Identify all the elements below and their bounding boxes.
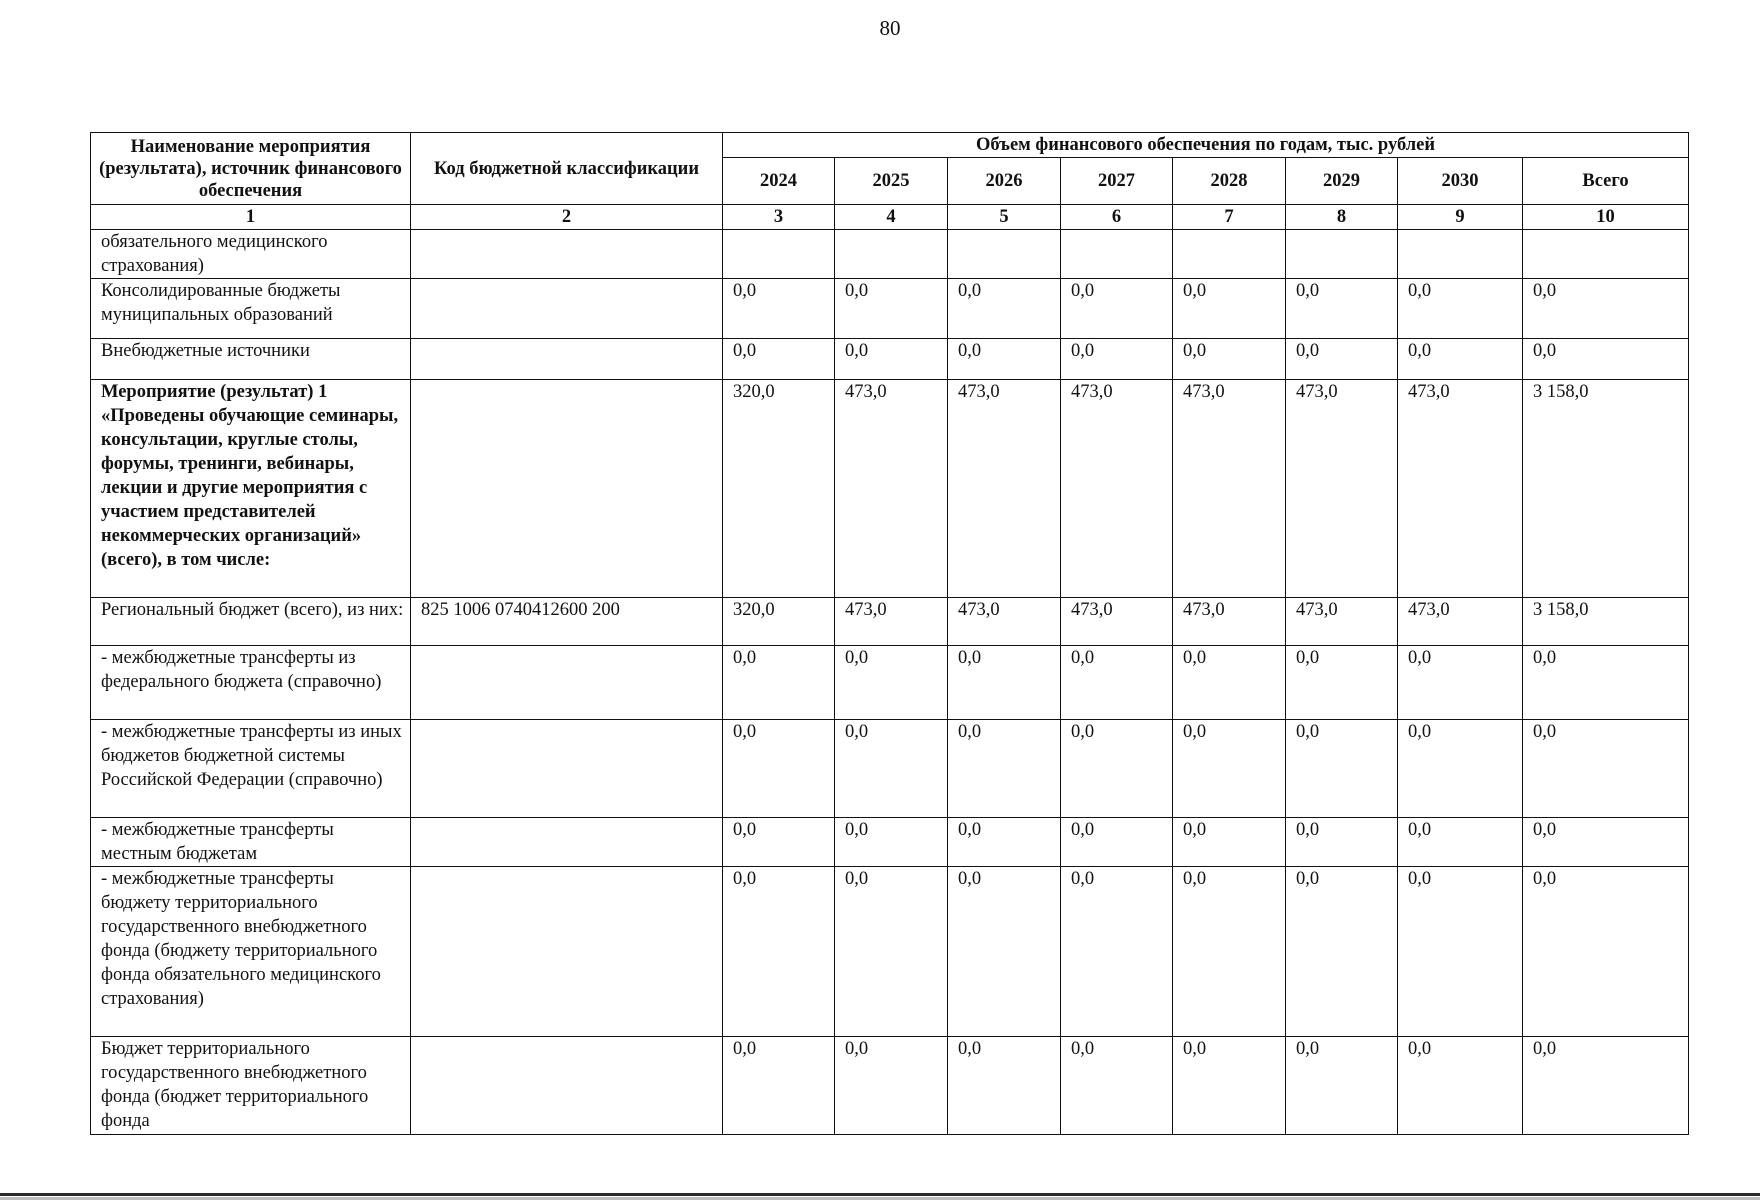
row-value: 0,0 [1061,720,1173,818]
column-number: 3 [723,205,835,230]
table-row [91,646,1689,720]
row-value: 473,0 [1398,598,1523,646]
row-value: 0,0 [1398,279,1523,339]
row-value: 0,0 [1286,646,1398,720]
row-value: 473,0 [835,380,948,598]
row-value: 0,0 [835,867,948,1037]
row-name: Консолидированные бюджеты муниципальных образований [91,279,411,339]
header-year: 2029 [1286,158,1398,205]
header-code: Код бюджетной классификации [411,133,723,205]
row-total: 3 158,0 [1523,380,1689,598]
row-value: 0,0 [1061,279,1173,339]
row-value: 0,0 [1061,646,1173,720]
row-name: - межбюджетные трансферты местным бюджетам [91,818,411,867]
row-value: 0,0 [1061,1037,1173,1135]
row-value: 320,0 [723,380,835,598]
column-number: 9 [1398,205,1523,230]
row-name: - межбюджетные трансферты из иных бюджетов бюджетной системы Российской Федерации (справочно) [91,720,411,818]
table-row [91,230,1689,279]
row-value: 0,0 [1061,339,1173,380]
row-value: 0,0 [948,279,1061,339]
row-value: 0,0 [835,1037,948,1135]
row-name: Мероприятие (результат) 1 «Проведены обучающие семинары, консультации, круглые столы, форумы, тренинги, вебинары, лекции и другие мероприятия с участием представителей некоммерческих организаций» (всего), в том числе: [91,380,411,598]
row-value: 0,0 [1286,720,1398,818]
row-value: 0,0 [1398,1037,1523,1135]
header-year: 2028 [1173,158,1286,205]
row-value: 0,0 [1286,279,1398,339]
row-total: 0,0 [1523,818,1689,867]
row-value: 0,0 [723,646,835,720]
column-number: 5 [948,205,1061,230]
row-value [1173,230,1286,279]
row-total: 0,0 [1523,867,1689,1037]
row-value [948,230,1061,279]
header-year: 2025 [835,158,948,205]
row-code: 825 1006 0740412600 200 [411,598,723,646]
table-row [91,380,1689,598]
row-value: 0,0 [723,339,835,380]
table-row [91,818,1689,867]
row-name: Бюджет территориального государственного внебюджетного фонда (бюджет территориального фонда [91,1037,411,1135]
row-value: 0,0 [1173,1037,1286,1135]
header-year: 2024 [723,158,835,205]
row-total: 3 158,0 [1523,598,1689,646]
row-value: 0,0 [835,646,948,720]
row-value: 473,0 [1398,380,1523,598]
table-body [91,230,1689,1135]
scan-edge-line [0,1193,1760,1196]
row-value: 0,0 [1398,720,1523,818]
row-value: 0,0 [835,279,948,339]
row-value: 473,0 [1286,598,1398,646]
header-year: 2026 [948,158,1061,205]
row-value: 0,0 [1286,867,1398,1037]
row-value: 0,0 [1173,339,1286,380]
row-name: Региональный бюджет (всего), из них: [91,598,411,646]
row-value: 0,0 [1398,818,1523,867]
row-value: 0,0 [1286,818,1398,867]
table-row [91,598,1689,646]
column-number: 1 [91,205,411,230]
table-row [91,1037,1689,1135]
row-total: 0,0 [1523,339,1689,380]
row-value: 0,0 [723,818,835,867]
row-value: 473,0 [1173,380,1286,598]
page-number: 80 [879,16,901,40]
row-value: 473,0 [835,598,948,646]
table-row [91,867,1689,1037]
row-value: 0,0 [835,720,948,818]
row-value: 0,0 [1398,339,1523,380]
table-header [91,133,1689,230]
row-value: 0,0 [948,818,1061,867]
table-row [91,720,1689,818]
row-name: - межбюджетные трансферты бюджету территориального государственного внебюджетного фонда (бюджету территориального фонда обязательного медицинского страхования) [91,867,411,1037]
row-value [1398,230,1523,279]
row-value: 0,0 [948,339,1061,380]
row-value: 0,0 [723,1037,835,1135]
row-value: 0,0 [835,818,948,867]
row-value [1061,230,1173,279]
row-value: 0,0 [948,1037,1061,1135]
column-number: 6 [1061,205,1173,230]
row-value: 473,0 [1173,598,1286,646]
row-total: 0,0 [1523,1037,1689,1135]
row-name: обязательного медицинского страхования) [91,230,411,279]
header-total: Всего [1523,158,1689,205]
row-code [411,230,723,279]
row-code [411,646,723,720]
row-value: 0,0 [1286,1037,1398,1135]
column-number: 7 [1173,205,1286,230]
row-name: - межбюджетные трансферты из федерального бюджета (справочно) [91,646,411,720]
row-value: 0,0 [1061,818,1173,867]
row-value: 0,0 [1398,867,1523,1037]
row-total: 0,0 [1523,646,1689,720]
row-value: 0,0 [1061,867,1173,1037]
row-value: 0,0 [1173,646,1286,720]
row-value [1286,230,1398,279]
row-value: 0,0 [723,867,835,1037]
header-year: 2030 [1398,158,1523,205]
row-value: 0,0 [723,279,835,339]
row-code [411,339,723,380]
row-value: 473,0 [1286,380,1398,598]
row-total: 0,0 [1523,720,1689,818]
row-value: 0,0 [948,646,1061,720]
row-name: Внебюджетные источники [91,339,411,380]
row-value: 0,0 [1173,818,1286,867]
table-row [91,339,1689,380]
row-code [411,867,723,1037]
row-value: 0,0 [723,720,835,818]
table-row [91,279,1689,339]
row-value: 320,0 [723,598,835,646]
row-code [411,380,723,598]
row-value: 0,0 [1173,279,1286,339]
row-value: 473,0 [948,598,1061,646]
header-year: 2027 [1061,158,1173,205]
row-value: 0,0 [1173,720,1286,818]
column-number: 10 [1523,205,1689,230]
row-code [411,818,723,867]
header-financing-group: Объем финансового обеспечения по годам, тыс. рублей [723,133,1689,158]
row-code [411,720,723,818]
row-total: 0,0 [1523,279,1689,339]
row-value: 0,0 [835,339,948,380]
financing-table [90,132,1689,1135]
column-number: 2 [411,205,723,230]
column-number: 8 [1286,205,1398,230]
row-value: 473,0 [948,380,1061,598]
row-value: 0,0 [948,867,1061,1037]
row-value [835,230,948,279]
row-value: 0,0 [1173,867,1286,1037]
column-number: 4 [835,205,948,230]
row-value: 0,0 [1286,339,1398,380]
row-value [723,230,835,279]
row-code [411,1037,723,1135]
row-total [1523,230,1689,279]
row-value: 0,0 [948,720,1061,818]
row-value: 473,0 [1061,380,1173,598]
row-code [411,279,723,339]
row-value: 473,0 [1061,598,1173,646]
row-value: 0,0 [1398,646,1523,720]
header-name: Наименование мероприятия (результата), источник финансового обеспечения [91,133,411,205]
